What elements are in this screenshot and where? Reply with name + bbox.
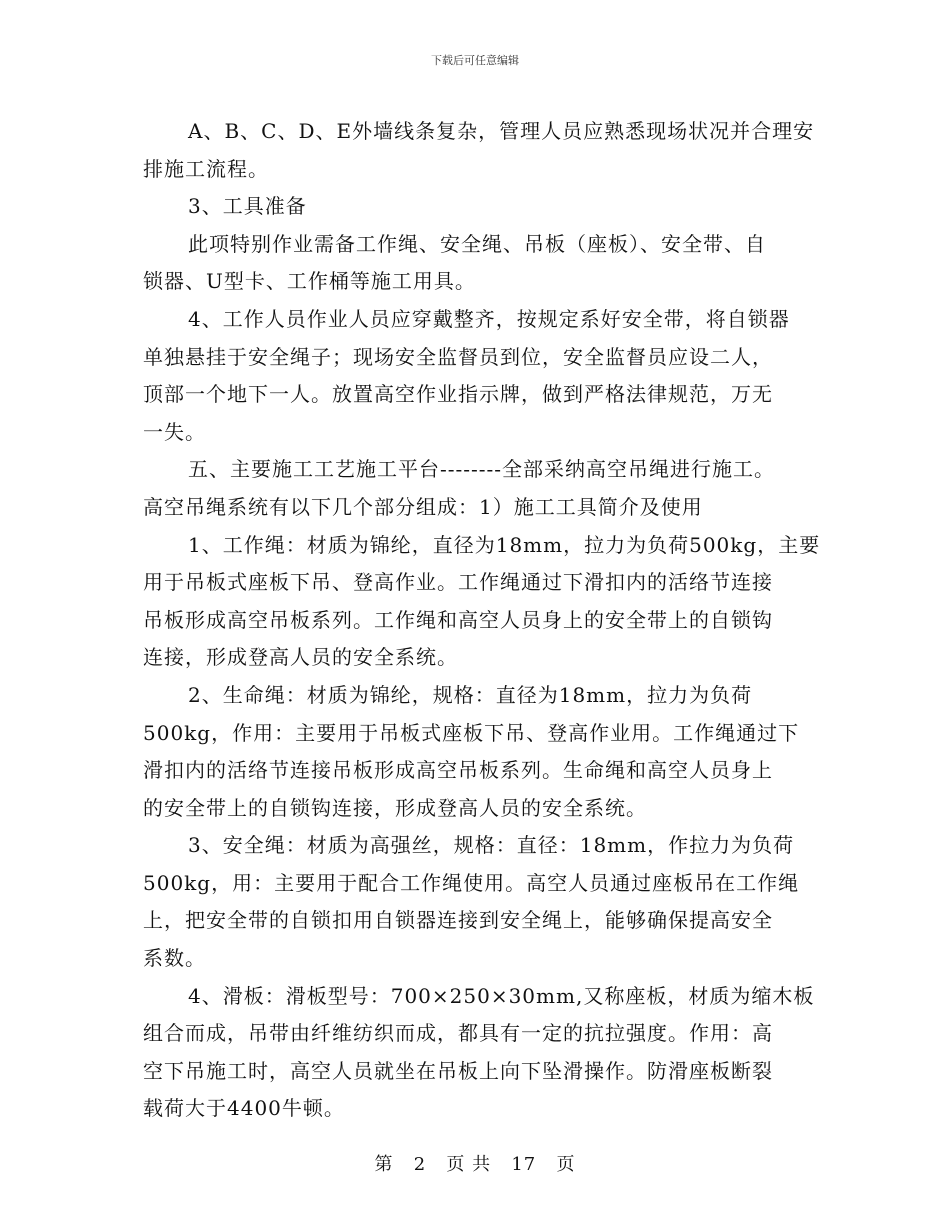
text-line: 空下吊施工时，高空人员就坐在吊板上向下坠滑操作。防滑座板断裂 <box>143 1058 773 1083</box>
paragraph-facade-lines <box>143 113 815 188</box>
text-line: 上，把安全带的自锁扣用自锁器连接到安全绳上，能够确保提高安全 <box>143 908 773 933</box>
text-line: 此项特别作业需备工作绳、安全绳、吊板（座板）、安全带、自 <box>188 231 766 256</box>
text-line: 五、主要施工工艺施工平台--------全部采纳高空吊绳进行施工。 <box>188 457 776 482</box>
text-line: 的安全带上的自锁钩连接，形成登高人员的安全系统。 <box>143 795 647 820</box>
text-line: 1、工作绳：材质为锦纶，直径为18mm，拉力为负荷500kg，主要 <box>188 532 821 557</box>
header-text: 下载后可任意编辑 <box>431 54 519 67</box>
text-line: 高空吊绳系统有以下几个部分组成：1）施工工具简介及使用 <box>143 494 703 519</box>
text-line: 2、生命绳：材质为锦纶，规格：直径为18mm，拉力为负荷 <box>188 682 753 707</box>
text-line: 500kg，作用：主要用于吊板式座板下吊、登高作业用。工作绳通过下 <box>143 720 800 745</box>
text-line: 连接，形成登高人员的安全系统。 <box>143 645 458 670</box>
paragraph-lifeline <box>143 677 807 827</box>
text-line: 系数。 <box>143 946 206 971</box>
text-line: 组合而成，吊带由纤维纺织而成，都具有一定的抗拉强度。作用：高 <box>143 1021 773 1046</box>
text-line: 500kg，用：主要用于配合工作绳使用。高空人员通过座板吊在工作绳 <box>143 870 800 895</box>
text-line: 3、安全绳：材质为高强丝，规格：直径：18mm，作拉力为负荷 <box>188 833 795 858</box>
text-line: 4、工作人员作业人员应穿戴整齐，按规定系好安全带，将自锁器 <box>188 306 790 331</box>
paragraph-worker-safety <box>143 301 807 451</box>
footer-total-pages: 17 <box>511 1154 537 1175</box>
text-line: 单独悬挂于安全绳子；现场安全监督员到位，安全监督员应设二人， <box>143 344 773 369</box>
text-line: 一失。 <box>143 419 206 444</box>
text-line: 滑扣内的活络节连接吊板形成高空吊板系列。生命绳和高空人员身上 <box>143 758 773 783</box>
text-line: 3、工具准备 <box>188 194 307 219</box>
text-line: 用于吊板式座板下吊、登高作业。工作绳通过下滑扣内的活络节连接 <box>143 570 773 595</box>
document-body <box>143 113 821 1128</box>
paragraph-safety-rope <box>143 827 807 977</box>
text-line: A、B、C、D、E外墙线条复杂，管理人员应熟悉现场状况并合理安 <box>188 119 815 143</box>
paragraph-work-rope <box>143 527 821 677</box>
heading-tool-preparation <box>143 188 807 226</box>
page-number-footer <box>0 1150 950 1176</box>
footer-prefix: 第 <box>374 1154 394 1175</box>
paragraph-seat-board <box>143 978 815 1128</box>
text-line: 载荷大于4400牛顿。 <box>143 1096 345 1121</box>
text-line: 顶部一个地下一人。放置高空作业指示牌，做到严格法律规范，万无 <box>143 382 773 407</box>
footer-suffix: 页 <box>556 1154 576 1175</box>
text-line: 排施工流程。 <box>143 156 269 181</box>
text-line: 吊板形成高空吊板系列。工作绳和高空人员身上的安全带上的自锁钩 <box>143 607 773 632</box>
paragraph-section-five <box>143 451 807 526</box>
text-line: 4、滑板：滑板型号：700×250×30mm,又称座板，材质为缩木板 <box>188 983 815 1008</box>
page-header <box>0 52 950 68</box>
paragraph-tool-list <box>143 226 807 301</box>
footer-middle: 页 共 <box>446 1154 492 1175</box>
text-line: 锁器、U型卡、工作桶等施工用具。 <box>143 269 476 294</box>
footer-current-page: 2 <box>413 1154 427 1175</box>
